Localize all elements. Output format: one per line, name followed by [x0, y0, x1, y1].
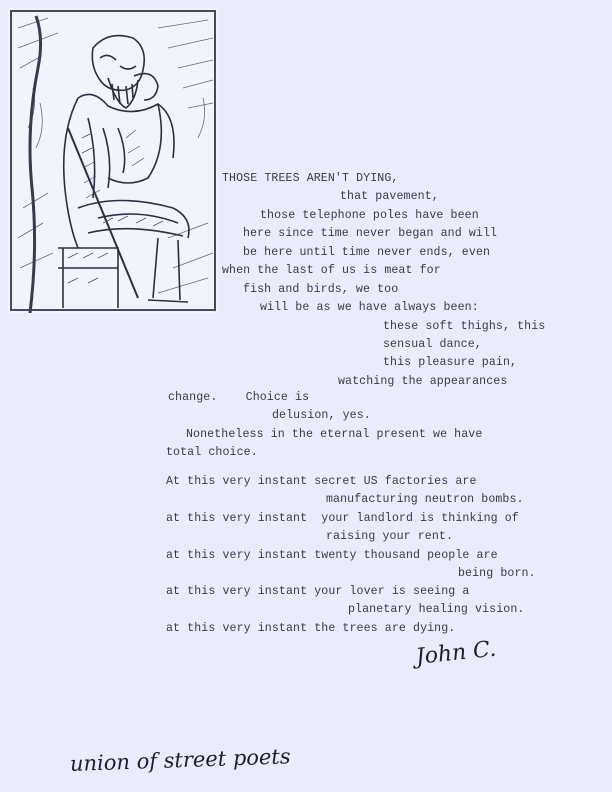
poem-line-11: this pleasure pain,: [383, 356, 518, 369]
poem-line-15: Nonetheless in the eternal present we have: [186, 428, 483, 441]
poem-line-4: here since time never began and will: [243, 227, 498, 240]
signature: John C.: [414, 636, 498, 670]
poem-line-8: will be as we have always been:: [260, 301, 479, 314]
poem-line-6: when the last of us is meat for: [222, 264, 441, 277]
poem-line-10: sensual dance,: [383, 338, 482, 351]
woodcut-seated-old-man-icon: [8, 8, 218, 313]
poem-line-1: THOSE TREES AREN'T DYING,: [222, 172, 399, 185]
poem-line-9: these soft thighs, this: [383, 320, 546, 333]
poem-line-5: be here until time never ends, even: [243, 246, 491, 259]
footer-tagline: union of street poets: [69, 744, 291, 776]
poem-line-13: change. Choice is: [168, 391, 310, 404]
poem-line-17: At this very instant secret US factories are: [166, 475, 477, 488]
poem-line-20: raising your rent.: [326, 530, 454, 543]
poem-line-23: at this very instant your lover is seeing a: [166, 585, 470, 598]
poem-line-21: at this very instant twenty thousand people are: [166, 549, 498, 562]
poem-line-14: delusion, yes.: [272, 409, 371, 422]
poem-line-22: being born.: [458, 567, 536, 580]
poem-line-19: at this very instant your landlord is thinking of: [166, 512, 519, 525]
poem-line-25: at this very instant the trees are dying.: [166, 622, 456, 635]
poem-line-16: total choice.: [166, 446, 258, 459]
woodcut-illustration: [8, 8, 218, 313]
poem-line-24: planetary healing vision.: [348, 603, 525, 616]
poem-line-18: manufacturing neutron bombs.: [326, 493, 524, 506]
poem-line-2: that pavement,: [340, 190, 439, 203]
poem-line-3: those telephone poles have been: [260, 209, 479, 222]
poem-line-7: fish and birds, we too: [243, 283, 399, 296]
poem-line-12: watching the appearances: [338, 375, 508, 388]
